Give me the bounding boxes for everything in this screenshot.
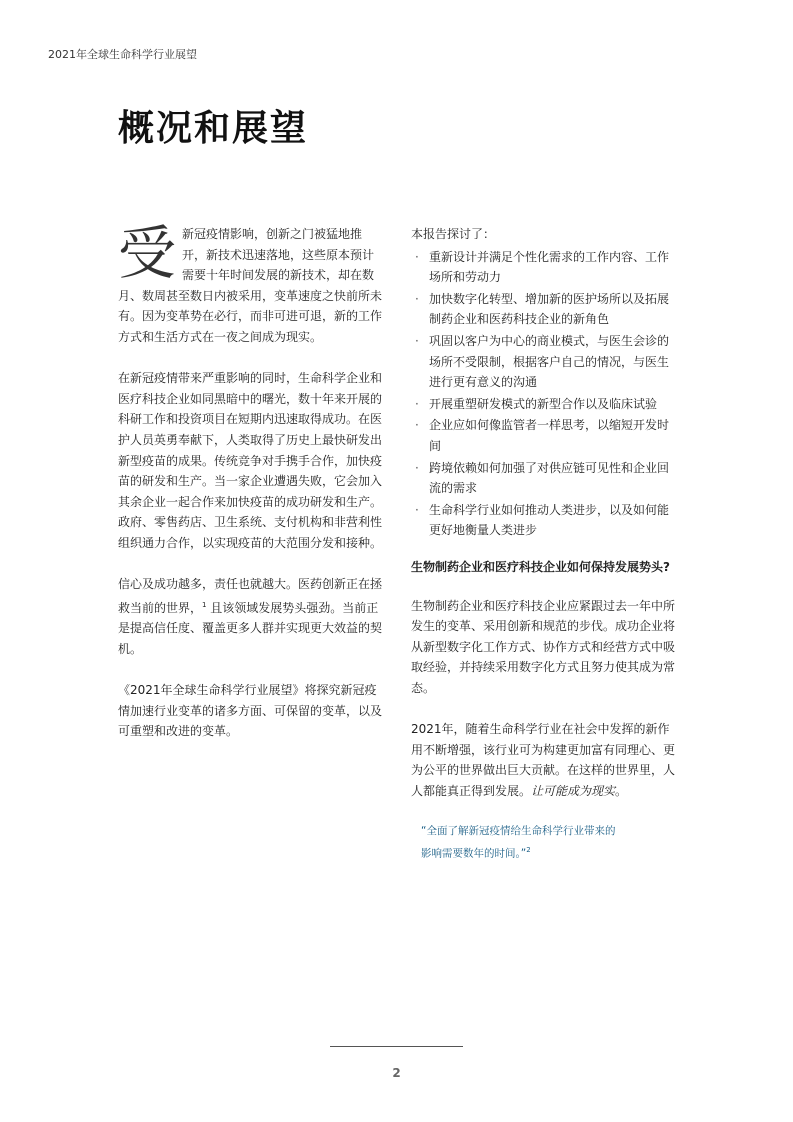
list-item: · 生命科学行业如何推动人类进步，以及如何能更好地衡量人类进步 [411,500,675,541]
report-topics-intro: 本报告探讨了： [411,227,496,241]
pull-quote-line-2-wrap [421,841,661,864]
pull-quote [421,822,661,864]
section-subheading: 生物制药企业和医疗科技企业如何保持发展势头? [411,559,670,574]
body-paragraph-3 [118,574,382,659]
body-paragraph-right-2-text: 2021年，随着生命科学行业在社会中发挥的新作用不断增强，该行业可为构建更加富有同理心、更为公平的世界做出巨大贡献。在这样的世界里，人人都能真正得到发展。 [411,722,676,798]
list-item: · 跨境依赖如何加强了对供应链可见性和企业回流的需求 [411,458,675,499]
pull-quote-line-2: 影响需要数年的时间。” [421,847,527,860]
list-item: · 重新设计并满足个性化需求的工作内容、工作场所和劳动力 [411,247,675,288]
topics-list [411,247,675,541]
body-paragraph-3-part-a: 信心及成功越多，责任也就越大。医药创新正在拯救当前的世界， [118,577,383,615]
body-paragraph-right-2-end: 。 [615,783,628,798]
footnote-ref-1[interactable]: 1 [202,600,207,609]
body-paragraph-3-part-b: 且该领域发展势头强劲。当前正是提高信任度、覆盖更多人群并实现更大效益的契机。 [118,600,383,656]
list-item: · 企业应如何像监管者一样思考，以缩短开发时间 [411,415,675,456]
body-paragraph-4: 《2021年全球生命科学行业展望》将探究新冠疫情加速行业变革的诸多方面、可保留的变革，以及可重塑和改进的变革。 [118,683,383,739]
page-title: 概况和展望 [118,108,309,149]
running-header: 2021年全球生命科学行业展望 [48,48,197,61]
intro-paragraph [118,219,383,348]
drop-cap: 受 [118,219,177,287]
list-item: · 开展重塑研发模式的新型合作以及临床试验 [411,394,675,415]
page-number: 2 [392,1066,401,1080]
body-paragraph-right-2 [411,719,675,801]
list-item: · 加快数字化转型、增加新的医护场所以及拓展制药企业和医药科技企业的新角色 [411,289,675,330]
list-item: · 巩固以客户为中心的商业模式，与医生会诊的场所不受限制，根据客户自己的情况，与医生进行更有意义的沟通 [411,331,675,393]
body-paragraph-right-1: 生物制药企业和医疗科技企业应紧跟过去一年中所发生的变革、采用创新和规范的步伐。成功企业将从新型数字化工作方式、协作方式和经营方式中吸取经验，并持续采用数字化方式且努力使其成为常态。 [411,598,676,695]
pull-quote-line-1: “全面了解新冠疫情给生命科学行业带来的 [421,825,616,837]
footnote-ref-2[interactable]: 2 [526,846,531,854]
emphasis-phrase: 让可能成为现实 [531,783,616,798]
intro-paragraph-text: 新冠疫情影响，创新之门被猛地推开，新技术迅速落地，这些原本预计需要十年时间发展的新技术，却在数月、数周甚至数日内被采用，变革速度之快前所未有。因为变革势在必行，而非可进可退，新的工作方式和生活方式在一夜之间成为现实。 [118,227,383,344]
right-column [411,224,675,822]
body-paragraph-2: 在新冠疫情带来严重影响的同时，生命科学企业和医疗科技企业如同黑暗中的曙光，数十年来开展的科研工作和投资项目在短期内迅速取得成功。在医护人员英勇奉献下，人类取得了历史上最快研发出新型疫苗的成果。传统竞争对手携手合作，加快疫苗的研发和生产。当一家企业遭遇失败，它会加入其余企业一起合作来加快疫苗的成功研发和生产。政府、零售药店、卫生系统、支付机构和非营利性组织通力合作，以实现疫苗的大范围分发和接种。 [118,371,383,550]
footer-divider [330,1046,463,1047]
left-column [118,219,383,762]
